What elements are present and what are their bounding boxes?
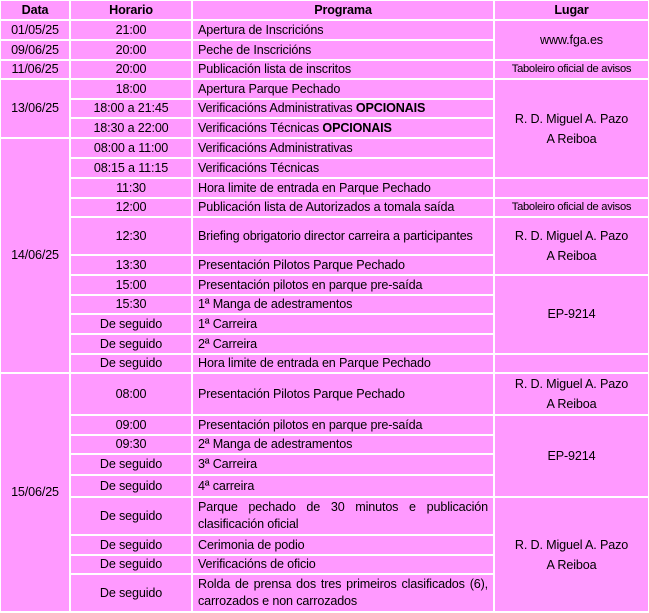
time-cell: 09:00 [71, 416, 191, 434]
date-cell: 15/06/25 [1, 374, 69, 611]
program-cell [193, 41, 493, 59]
program-text: Publicación lista de Autorizados a tomala saída [198, 200, 455, 214]
table-row [1, 21, 648, 39]
program-cell [193, 536, 493, 554]
time-cell: 15:00 [71, 276, 191, 294]
header-program: Programa [193, 1, 493, 19]
program-text: Hora limite de entrada en Parque Pechado [198, 180, 431, 195]
header-place: Lugar [495, 1, 648, 19]
time-cell: De seguido [71, 315, 191, 333]
program-text: Publicación lista de inscritos [198, 62, 351, 76]
time-cell: 09:30 [71, 436, 191, 453]
place-cell: R. D. Miguel A. Pazo A Reiboa [495, 374, 648, 414]
program-text: Verificacións Administrativas [198, 140, 353, 155]
program-text: 1ª Manga de adestramentos [198, 297, 353, 311]
date-cell: 01/05/25 [1, 21, 69, 39]
program-text: Verificacións Administrativas [198, 101, 356, 115]
program-text: Hora limite de entrada en Parque Pechado [198, 356, 431, 370]
time-cell: 13:30 [71, 256, 191, 274]
program-text: 2ª Manga de adestramentos [198, 437, 353, 451]
table-row [1, 498, 648, 534]
time-cell: De seguido [71, 476, 191, 496]
time-cell: De seguido [71, 536, 191, 554]
program-cell [193, 436, 493, 453]
header-date: Data [1, 1, 69, 19]
program-text: Verificacións Técnicas [198, 120, 323, 135]
program-cell [193, 498, 493, 534]
place-cell: R. D. Miguel A. Pazo A Reiboa [495, 498, 648, 611]
program-cell [193, 575, 493, 611]
place-cell: Taboleiro oficial de avisos [495, 199, 648, 216]
place-cell: R. D. Miguel A. Pazo A Reiboa [495, 80, 648, 177]
table-row [1, 276, 648, 294]
time-cell: De seguido [71, 455, 191, 474]
program-text: 1ª Carreira [198, 316, 258, 331]
program-text: 2ª Carreira [198, 336, 258, 351]
program-emphasis: OPCIONAIS [322, 120, 392, 135]
time-cell: 18:30 a 22:00 [71, 119, 191, 137]
program-cell [193, 119, 493, 137]
program-cell [193, 335, 493, 353]
program-text: Apertura de Inscricións [198, 22, 324, 37]
program-cell [193, 256, 493, 274]
time-cell: 08:15 a 11:15 [71, 159, 191, 177]
place-cell: EP-9214 [495, 416, 648, 496]
time-cell: 15:30 [71, 296, 191, 313]
place-cell: Taboleiro oficial de avisos [495, 61, 648, 78]
time-cell: 18:00 a 21:45 [71, 100, 191, 117]
time-cell: 12:30 [71, 218, 191, 254]
header-time: Horario [71, 1, 191, 19]
time-cell: 12:00 [71, 199, 191, 216]
time-cell: 11:30 [71, 179, 191, 197]
program-text: Apertura Parque Pechado [198, 81, 341, 96]
program-cell [193, 61, 493, 78]
time-cell: De seguido [71, 355, 191, 372]
place-cell [495, 179, 648, 197]
program-cell [193, 355, 493, 372]
table-row [1, 179, 648, 197]
program-text: 3ª Carreira [198, 457, 258, 471]
program-cell [193, 374, 493, 414]
place-cell [495, 355, 648, 372]
time-cell: 08:00 a 11:00 [71, 139, 191, 157]
program-text: Rolda de prensa dos tres primeiros clasificados (6), carrozados e non carrozados [198, 577, 488, 608]
time-cell: 20:00 [71, 41, 191, 59]
program-text: Parque pechado de 30 minutos e publicación clasificación oficial [198, 500, 488, 531]
program-text: Verificacións de oficio [198, 557, 316, 571]
table-row [1, 199, 648, 216]
program-text: Presentación Pilotos Parque Pechado [198, 386, 405, 401]
program-cell [193, 179, 493, 197]
place-cell: EP-9214 [495, 276, 648, 353]
program-cell [193, 455, 493, 474]
date-cell: 13/06/25 [1, 80, 69, 137]
program-text: Peche de Inscricións [198, 42, 312, 57]
program-text: Presentación pilotos en parque pre-saída [198, 417, 423, 432]
program-cell [193, 100, 493, 117]
time-cell: 18:00 [71, 80, 191, 98]
time-cell: 20:00 [71, 61, 191, 78]
program-cell [193, 199, 493, 216]
time-cell: 08:00 [71, 374, 191, 414]
program-cell [193, 276, 493, 294]
program-cell [193, 80, 493, 98]
program-text: Presentación pilotos en parque pre-saída [198, 277, 423, 292]
table-row [1, 61, 648, 78]
program-text: 4ª carreira [198, 478, 255, 493]
program-text: Briefing obrigatorio director carreira a participantes [198, 228, 473, 243]
date-cell: 11/06/25 [1, 61, 69, 78]
program-cell [193, 556, 493, 573]
program-cell [193, 416, 493, 434]
table-row [1, 218, 648, 254]
program-cell [193, 159, 493, 177]
program-cell [193, 21, 493, 39]
program-cell [193, 476, 493, 496]
program-emphasis: OPCIONAIS [355, 101, 426, 115]
header-row [1, 1, 648, 19]
table-row [1, 80, 648, 98]
program-text: Verificacións Técnicas [198, 160, 320, 175]
program-text: Cerimonia de podio [198, 537, 305, 552]
schedule-body [1, 21, 648, 611]
time-cell: De seguido [71, 575, 191, 611]
program-cell [193, 296, 493, 313]
time-cell: 21:00 [71, 21, 191, 39]
date-cell: 09/06/25 [1, 41, 69, 59]
program-text: Presentación Pilotos Parque Pechado [198, 257, 405, 272]
program-cell [193, 218, 493, 254]
table-row [1, 355, 648, 372]
time-cell: De seguido [71, 498, 191, 534]
date-cell: 14/06/25 [1, 139, 69, 372]
place-cell: R. D. Miguel A. Pazo A Reiboa [495, 218, 648, 274]
table-row [1, 374, 648, 414]
place-cell: www.fga.es [495, 21, 648, 59]
program-cell [193, 139, 493, 157]
time-cell: De seguido [71, 556, 191, 573]
program-cell [193, 315, 493, 333]
time-cell: De seguido [71, 335, 191, 353]
table-row [1, 416, 648, 434]
